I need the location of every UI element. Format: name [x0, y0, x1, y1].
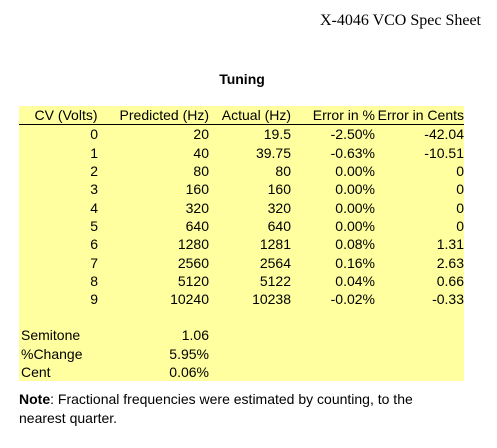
cell-actual: 160 [209, 180, 291, 198]
summary-row [19, 326, 464, 344]
summary-label: %Change [19, 345, 113, 363]
table-row [19, 253, 464, 271]
cell-cv: 1 [19, 144, 113, 162]
column-header-predicted: Predicted (Hz) [113, 106, 209, 125]
cell-actual: 320 [209, 198, 291, 216]
cell-predicted: 20 [113, 125, 209, 144]
cell-predicted: 1280 [113, 235, 209, 253]
cell-cv: 0 [19, 125, 113, 144]
table-spacer-row [19, 308, 464, 326]
summary-row [19, 345, 464, 363]
cell-error-cents: 0 [375, 217, 464, 235]
cell-error-cents: 0 [375, 162, 464, 180]
table-row [19, 290, 464, 308]
cell-predicted: 80 [113, 162, 209, 180]
cell-cv: 2 [19, 162, 113, 180]
cell-actual: 1281 [209, 235, 291, 253]
table-row [19, 180, 464, 198]
cell-predicted: 320 [113, 198, 209, 216]
table-header-row [19, 106, 464, 125]
cell-cv: 7 [19, 253, 113, 271]
cell-predicted: 2560 [113, 253, 209, 271]
cell-actual: 10238 [209, 290, 291, 308]
note-text: : Fractional frequencies were estimated by counting, to the nearest quarter. [19, 391, 413, 426]
cell-actual: 19.5 [209, 125, 291, 144]
cell-error-percent: -2.50% [291, 125, 375, 144]
cell-cv: 5 [19, 217, 113, 235]
cell-cv: 4 [19, 198, 113, 216]
cell-actual: 80 [209, 162, 291, 180]
cell-cv: 6 [19, 235, 113, 253]
table-row [19, 162, 464, 180]
cell-error-percent: 0.16% [291, 253, 375, 271]
cell-error-percent: 0.04% [291, 272, 375, 290]
cell-actual: 640 [209, 217, 291, 235]
cell-error-cents: 0 [375, 180, 464, 198]
cell-error-cents: 1.31 [375, 235, 464, 253]
column-header-error-cents: Error in Cents [375, 106, 464, 125]
cell-error-percent: -0.02% [291, 290, 375, 308]
cell-error-percent: 0.00% [291, 180, 375, 198]
summary-value: 5.95% [113, 345, 209, 363]
summary-value: 1.06 [113, 326, 209, 344]
cell-predicted: 640 [113, 217, 209, 235]
cell-error-cents: -42.04 [375, 125, 464, 144]
summary-label: Cent [19, 363, 113, 381]
table-row [19, 144, 464, 162]
cell-actual: 5122 [209, 272, 291, 290]
column-header-actual: Actual (Hz) [209, 106, 291, 125]
cell-cv: 3 [19, 180, 113, 198]
document-title: X-4046 VCO Spec Sheet [319, 12, 481, 29]
cell-predicted: 5120 [113, 272, 209, 290]
note-label: Note [19, 391, 51, 407]
cell-predicted: 40 [113, 144, 209, 162]
tuning-table [19, 106, 464, 381]
cell-error-percent: -0.63% [291, 144, 375, 162]
summary-label: Semitone [19, 326, 113, 344]
cell-error-cents: -10.51 [375, 144, 464, 162]
cell-predicted: 10240 [113, 290, 209, 308]
cell-actual: 39.75 [209, 144, 291, 162]
cell-error-percent: 0.08% [291, 235, 375, 253]
table-row [19, 217, 464, 235]
table-row [19, 235, 464, 253]
column-header-cv: CV (Volts) [19, 106, 113, 125]
cell-error-percent: 0.00% [291, 217, 375, 235]
cell-predicted: 160 [113, 180, 209, 198]
cell-cv: 9 [19, 290, 113, 308]
cell-error-percent: 0.00% [291, 162, 375, 180]
cell-actual: 2564 [209, 253, 291, 271]
cell-error-cents: -0.33 [375, 290, 464, 308]
table-row [19, 198, 464, 216]
cell-cv: 8 [19, 272, 113, 290]
cell-error-cents: 2.63 [375, 253, 464, 271]
section-title: Tuning [219, 71, 265, 87]
cell-error-percent: 0.00% [291, 198, 375, 216]
table-row [19, 272, 464, 290]
summary-row [19, 363, 464, 381]
cell-error-cents: 0.66 [375, 272, 464, 290]
footnote [19, 390, 459, 428]
table-row [19, 125, 464, 144]
summary-value: 0.06% [113, 363, 209, 381]
column-header-error-percent: Error in % [291, 106, 375, 125]
cell-error-cents: 0 [375, 198, 464, 216]
